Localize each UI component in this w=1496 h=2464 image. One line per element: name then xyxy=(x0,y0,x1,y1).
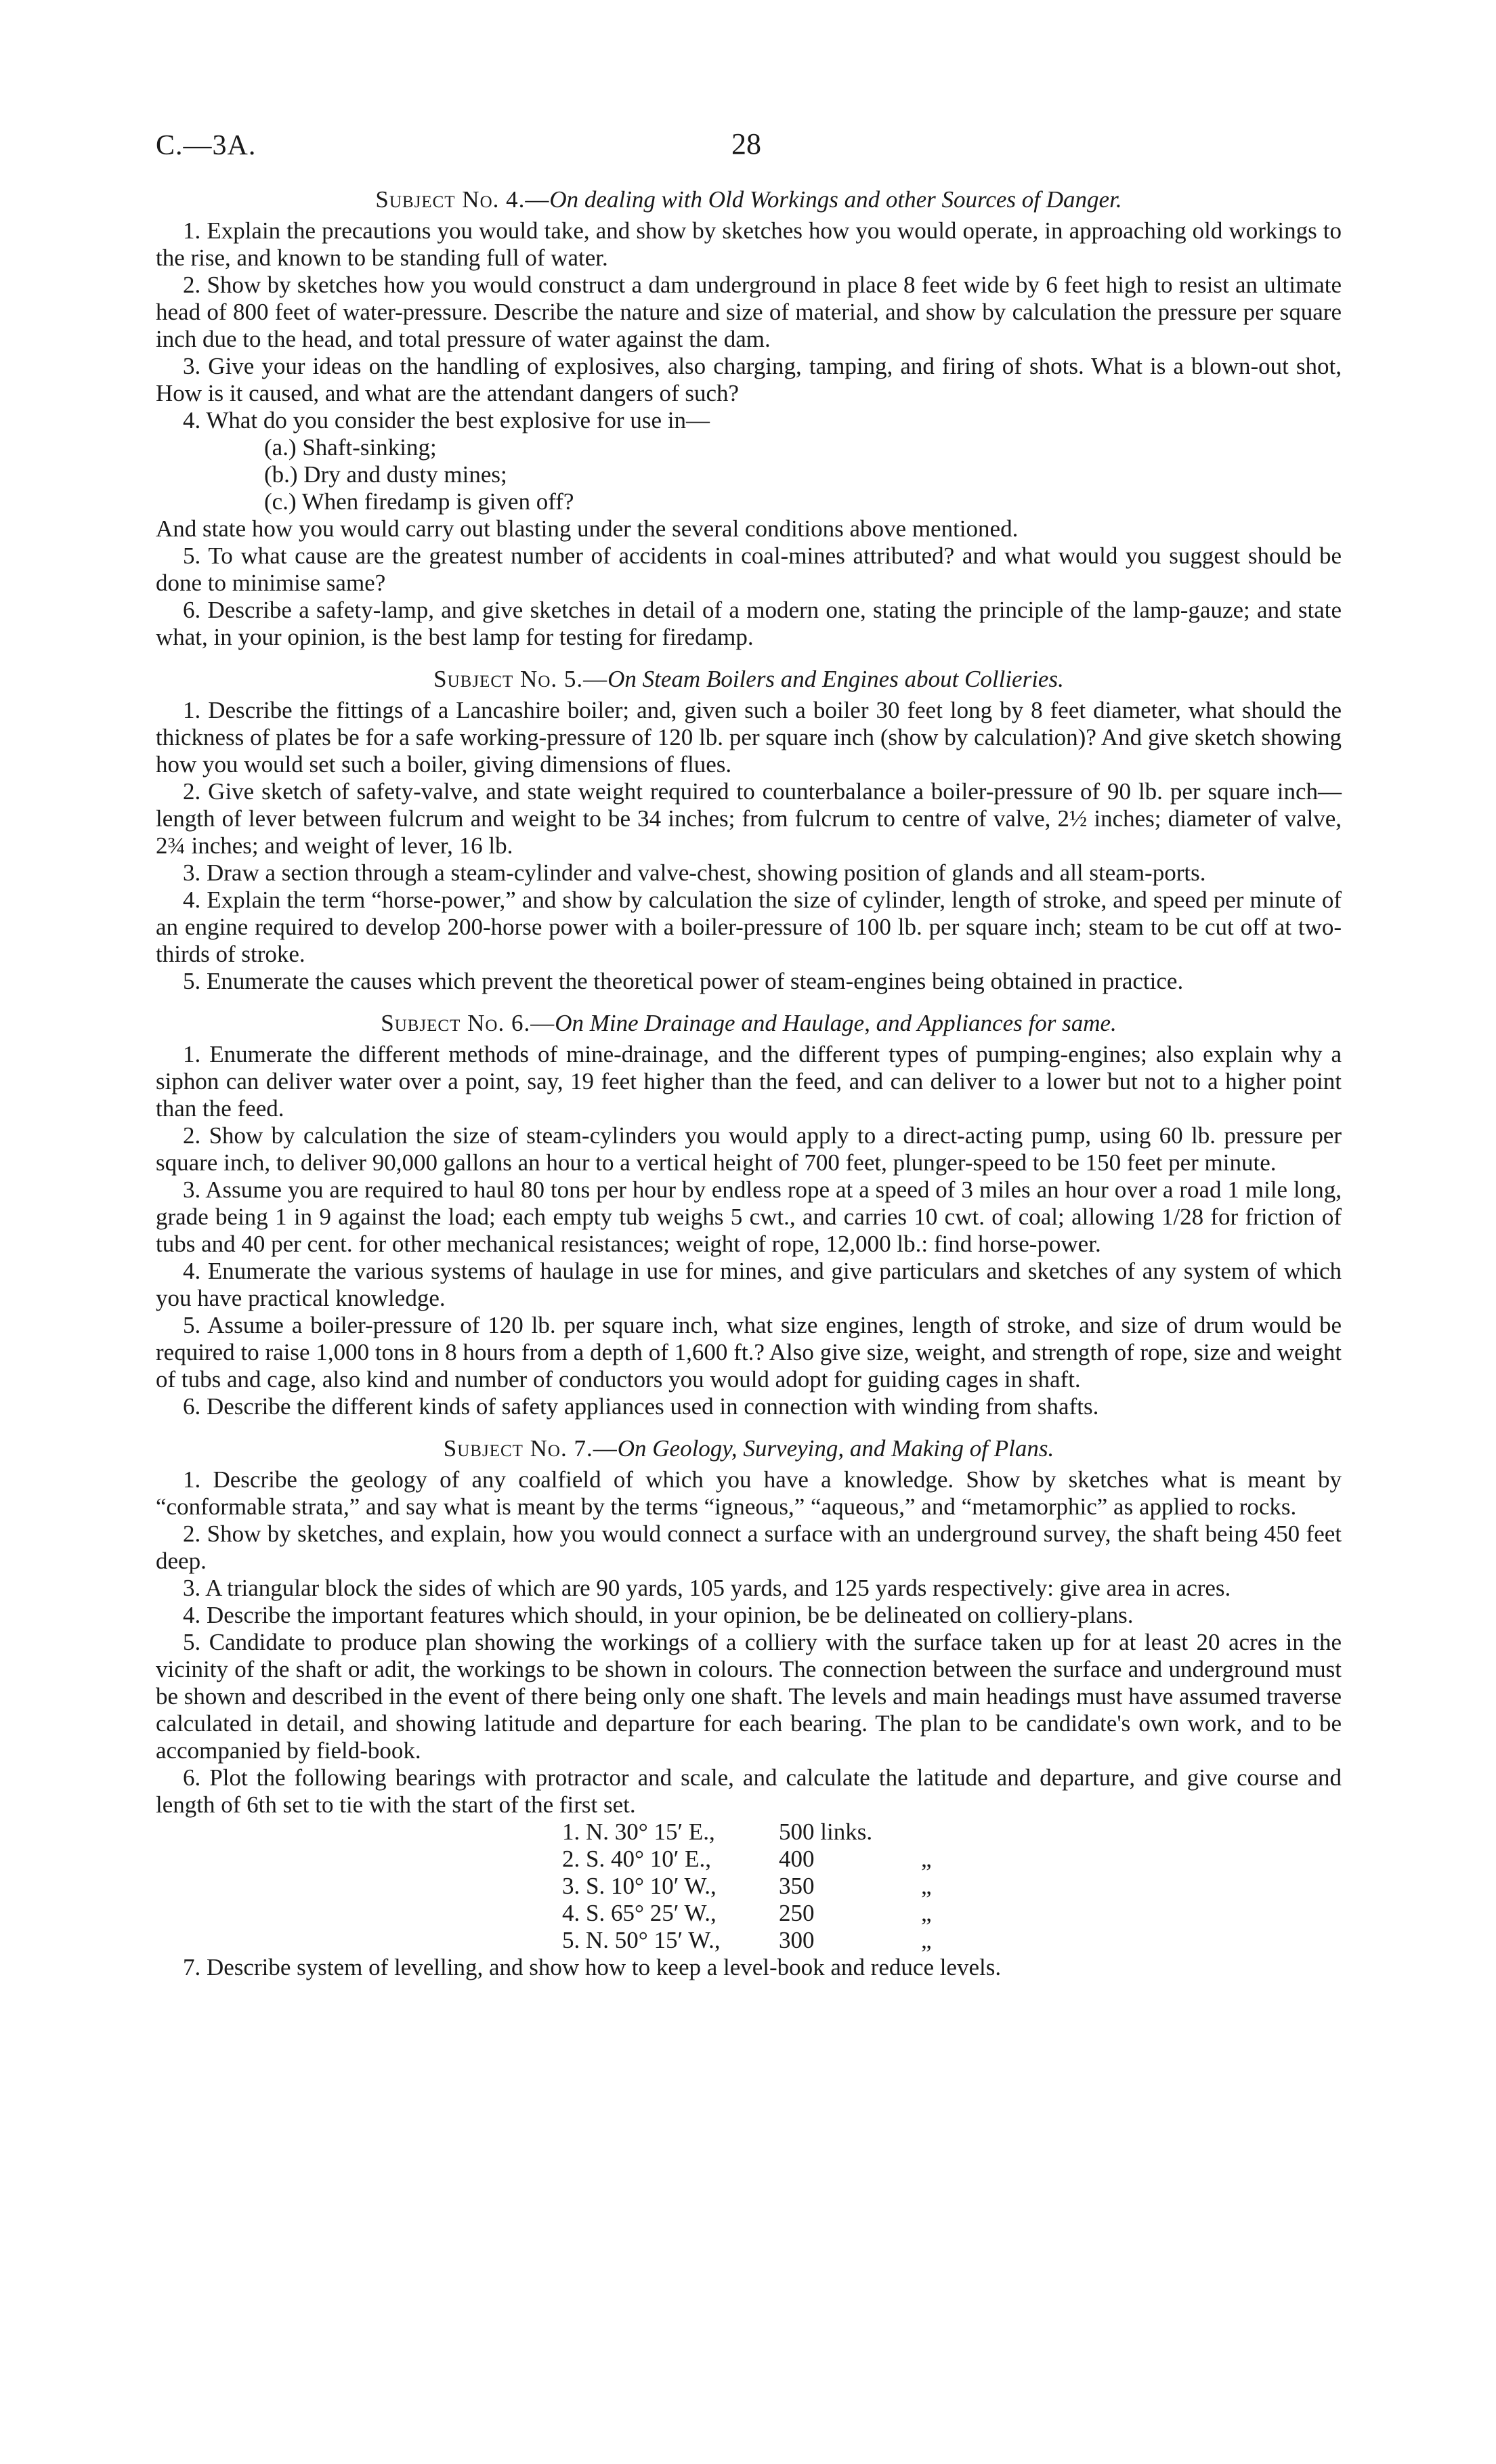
page-header xyxy=(156,125,1342,186)
question-4: 4. Describe the important features which should, in your opinion, be be delineated on colliery-plans. xyxy=(183,1602,1134,1628)
question-3: 3. A triangular block the sides of which are 90 yards, 105 yards, and 125 yards respectively: give area in acres. xyxy=(183,1575,1231,1601)
question-3: 3. Give your ideas on the handling of explosives, also charging, tamping, and firing of shots. What is a blown-out shot, How is it caused, and what are the attendant dangers of such? xyxy=(156,353,1342,406)
question-7: 7. Describe system of levelling, and show how to keep a level-book and reduce levels. xyxy=(183,1954,1002,1980)
bearing-unit xyxy=(921,1819,975,1846)
question-4: 4. Explain the term “horse-power,” and show by calculation the size of cylinder, length of stroke, and speed per minute of an engine required to develop 200-horse power with a boiler-pressure of 100 lb. per square inch; steam to be cut off at two-thirds of stroke. xyxy=(156,887,1342,967)
bearing-row xyxy=(562,1873,1342,1900)
sub-item-b: (b.) Dry and dusty mines; xyxy=(264,461,507,488)
question-4: 4. Enumerate the various systems of haulage in use for mines, and give particulars and sketches of any system of which you have practical knowledge. xyxy=(156,1258,1342,1311)
bearing-length: 500 links. xyxy=(779,1819,873,1845)
question-5: 5. Candidate to produce plan showing the workings of a colliery with the surface taken up for at least 20 acres in the vicinity of the shaft or adit, the workings to be shown in colours. The connection between the surface and underground must be shown and described in the event of there being only one shaft. The levels and main headings must have assumed traverse calculated in detail, and showing latitude and departure for each bearing. The plan to be candidate's own work, and to be accompanied by field-book. xyxy=(156,1629,1342,1764)
question-5: 5. Assume a boiler-pressure of 120 lb. per square inch, what size engines, length of stroke, and size of drum would be required to raise 1,000 tons in 8 hours from a depth of 1,600 ft.? Also give size, weight, and strength of rope, size and weight of tubs and cage, also kind and number of conductors you would adopt for guiding cages in shaft. xyxy=(156,1312,1342,1393)
question-4-continuation: And state how you would carry out blasting under the several conditions above mentioned. xyxy=(156,515,1019,542)
question-6: 6. Plot the following bearings with protractor and scale, and calculate the latitude and departure, and give course and length of 6th set to tie with the start of the first set. xyxy=(156,1764,1342,1818)
bearing-unit: „ xyxy=(921,1927,932,1953)
question-5: 5. To what cause are the greatest number of accidents in coal-mines attributed? and what would you suggest should be done to minimise same? xyxy=(156,543,1342,596)
subject-title: On dealing with Old Workings and other Sources of Danger. xyxy=(549,186,1122,213)
subject-label: Subject No. 5.— xyxy=(433,666,608,692)
bearing-unit: „ xyxy=(921,1846,932,1872)
question-4: 4. What do you consider the best explosive for use in— xyxy=(183,407,710,433)
question-1: 1. Describe the geology of any coalfield of which you have a knowledge. Show by sketches what is meant by “conformable strata,” and say what is meant by the terms “igneous,” “aqueous,” and “metamorphic” as applied to rocks. xyxy=(156,1466,1342,1520)
bearing-row xyxy=(562,1819,1342,1846)
question-3: 3. Draw a section through a steam-cylinder and valve-chest, showing position of glands and all steam-ports. xyxy=(183,859,1206,886)
bearing-length: 300 xyxy=(779,1927,815,1953)
bearing-label: 2. S. 40° 10′ E., xyxy=(562,1846,711,1872)
subject-5-section xyxy=(156,666,1342,995)
bearing-label: 1. N. 30° 15′ E., xyxy=(562,1819,715,1845)
question-6: 6. Describe the different kinds of safety appliances used in connection with winding from shafts. xyxy=(183,1393,1099,1420)
question-3: 3. Assume you are required to haul 80 tons per hour by endless rope at a speed of 3 miles an hour over a road 1 mile long, grade being 1 in 9 against the load; each empty tub weighs 5 cwt., and carries 10 cwt. of coal; allowing 1/28 for friction of tubs and 40 per cent. for other mechanical resistances; weight of rope, 12,000 lb.: find horse-power. xyxy=(156,1176,1342,1257)
sub-item-c: (c.) When firedamp is given off? xyxy=(264,488,574,515)
question-2: 2. Show by calculation the size of steam-cylinders you would apply to a direct-acting pump, using 60 lb. pressure per square inch, to deliver 90,000 gallons an hour to a vertical height of 700 feet, plunger-speed to be 150 feet per minute. xyxy=(156,1122,1342,1176)
bearing-label: 5. N. 50° 15′ W., xyxy=(562,1927,721,1953)
bearing-length: 350 xyxy=(779,1873,815,1899)
question-2: 2. Show by sketches how you would construct a dam underground in place 8 feet wide by 6 feet high to resist an ultimate head of 800 feet of water-pressure. Describe the nature and size of material, and show by calculation the pressure per square inch due to the head, and total pressure of water against the dam. xyxy=(156,272,1342,352)
subject-title: On Steam Boilers and Engines about Collieries. xyxy=(607,666,1064,692)
bearing-row xyxy=(562,1846,1342,1873)
page-number: 28 xyxy=(731,127,761,161)
section-heading xyxy=(156,186,1342,213)
question-2: 2. Show by sketches, and explain, how you would connect a surface with an underground survey, the shaft being 450 feet deep. xyxy=(156,1521,1342,1574)
question-6: 6. Describe a safety-lamp, and give sketches in detail of a modern one, stating the principle of the lamp-gauze; and state what, in your opinion, is the best lamp for testing for firedamp. xyxy=(156,597,1342,650)
section-heading xyxy=(156,666,1342,693)
question-1: 1. Explain the precautions you would take, and show by sketches how you would operate, in approaching old workings to the rise, and known to be standing full of water. xyxy=(156,217,1342,271)
bearing-unit: „ xyxy=(921,1873,932,1899)
question-2: 2. Give sketch of safety-valve, and state weight required to counterbalance a boiler-pressure of 90 lb. per square inch—length of lever between fulcrum and weight to be 34 inches; from fulcrum to centre of valve, 2½ inches; diameter of valve, 2¾ inches; and weight of lever, 16 lb. xyxy=(156,778,1342,859)
bearing-row xyxy=(562,1927,1342,1954)
document-reference: C.—3A. xyxy=(156,130,257,161)
subject-label: Subject No. 7.— xyxy=(443,1435,618,1462)
bearing-unit: „ xyxy=(921,1900,932,1926)
question-5: 5. Enumerate the causes which prevent the theoretical power of steam-engines being obtained in practice. xyxy=(183,968,1184,994)
section-heading xyxy=(156,1435,1342,1462)
subject-label: Subject No. 6.— xyxy=(381,1010,555,1036)
sub-item-a: (a.) Shaft-sinking; xyxy=(264,434,437,461)
section-heading xyxy=(156,1010,1342,1037)
bearing-label: 4. S. 65° 25′ W., xyxy=(562,1900,717,1926)
subject-7-section xyxy=(156,1435,1342,1981)
bearing-label: 3. S. 10° 10′ W., xyxy=(562,1873,717,1899)
bearing-length: 400 xyxy=(779,1846,815,1872)
subject-title: On Mine Drainage and Haulage, and Appliances for same. xyxy=(555,1010,1117,1036)
subject-4-section xyxy=(156,186,1342,651)
subject-6-section xyxy=(156,1010,1342,1420)
bearing-row xyxy=(562,1900,1342,1927)
question-1: 1. Describe the fittings of a Lancashire boiler; and, given such a boiler 30 feet long by 8 feet diameter, what should the thickness of plates be for a safe working-pressure of 120 lb. per square inch (show by calculation)? And give sketch showing how you would set such a boiler, giving dimensions of flues. xyxy=(156,697,1342,778)
subject-title: On Geology, Surveying, and Making of Plans. xyxy=(617,1435,1054,1462)
bearings-table xyxy=(562,1819,1342,1954)
question-1: 1. Enumerate the different methods of mine-drainage, and the different types of pumping-engines; also explain why a siphon can deliver water over a point, say, 19 feet higher than the feed, and can deliver to a lower but not to a higher point than the feed. xyxy=(156,1041,1342,1122)
subject-label: Subject No. 4.— xyxy=(375,186,550,213)
bearing-length: 250 xyxy=(779,1900,815,1926)
